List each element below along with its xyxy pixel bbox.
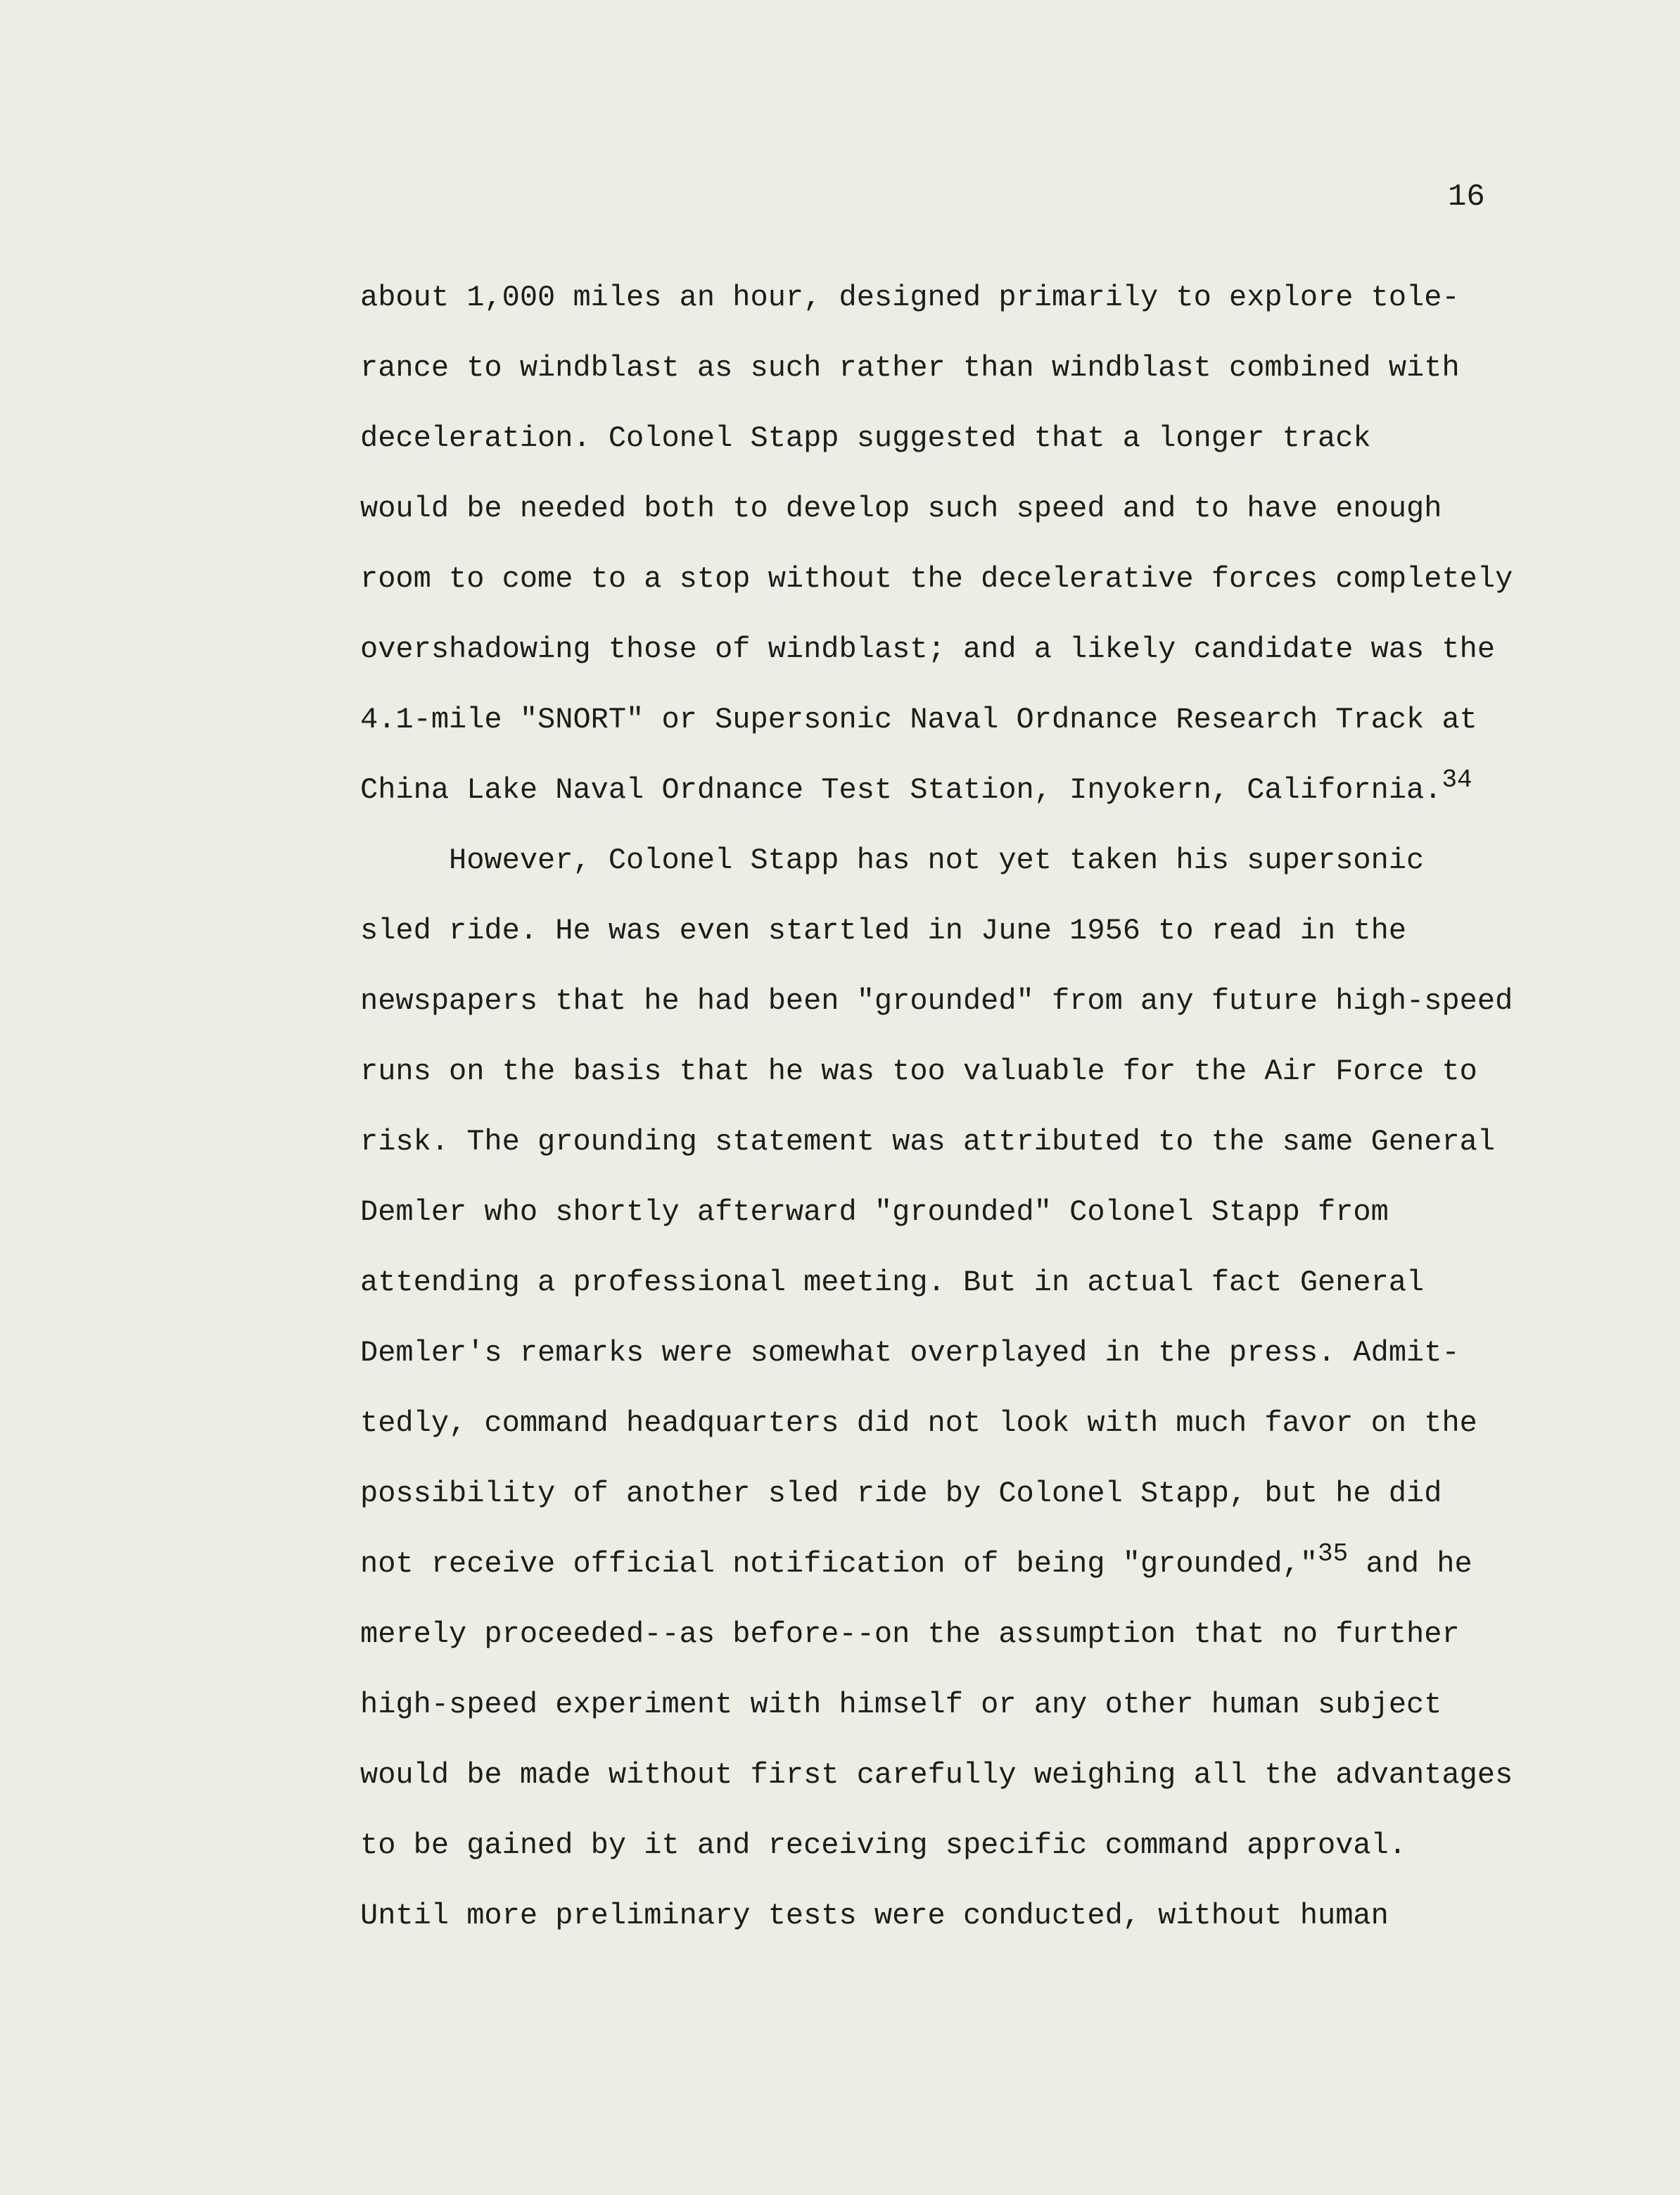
text-line-content: and he [1348, 1547, 1472, 1581]
text-line: merely proceeded--as before--on the assumption that no further [360, 1617, 1460, 1651]
text-line: would be made without first carefully weighing all the advantages [360, 1758, 1513, 1792]
text-line: newspapers that he had been "grounded" from any future high-speed [360, 984, 1513, 1018]
text-line: deceleration. Colonel Stapp suggested that a longer track [360, 421, 1371, 455]
footnote-marker: 35 [1318, 1539, 1349, 1568]
text-line [360, 1539, 1556, 1617]
page-number: 16 [1448, 179, 1485, 215]
text-line: runs on the basis that he was too valuable for the Air Force to [360, 1055, 1477, 1088]
text-line: Demler who shortly afterward "grounded" Colonel Stapp from [360, 1195, 1389, 1229]
paragraph-first-line: However, Colonel Stapp has not yet taken his supersonic [449, 844, 1425, 877]
text-line: Demler's remarks were somewhat overplayed in the press. Admit- [360, 1336, 1460, 1370]
text-line: attending a professional meeting. But in actual fact General [360, 1266, 1425, 1299]
text-line: possibility of another sled ride by Colonel Stapp, but he did [360, 1477, 1442, 1510]
text-line: about 1,000 miles an hour, designed primarily to explore tole- [360, 281, 1460, 314]
text-line: to be gained by it and receiving specific command approval. [360, 1828, 1407, 1862]
text-line-content: not receive official notification of being "grounded," [360, 1547, 1318, 1581]
text-line: Until more preliminary tests were conducted, without human [360, 1899, 1389, 1933]
text-line: tedly, command headquarters did not look with much favor on the [360, 1406, 1477, 1440]
text-line: sled ride. He was even startled in June 1956 to read in the [360, 914, 1407, 948]
document-body [360, 280, 1556, 1968]
text-line: high-speed experiment with himself or any other human subject [360, 1688, 1442, 1722]
text-line [360, 765, 1556, 843]
text-line-content: China Lake Naval Ordnance Test Station, Inyokern, California. [360, 773, 1442, 807]
text-line: would be needed both to develop such speed and to have enough [360, 492, 1442, 526]
footnote-marker: 34 [1442, 765, 1472, 794]
text-line: 4.1-mile "SNORT" or Supersonic Naval Ordnance Research Track at [360, 703, 1477, 737]
text-line: room to come to a stop without the decelerative forces completely [360, 562, 1513, 596]
text-line: overshadowing those of windblast; and a likely candidate was the [360, 632, 1496, 666]
text-line: risk. The grounding statement was attributed to the same General [360, 1125, 1496, 1159]
text-line: rance to windblast as such rather than windblast combined with [360, 351, 1460, 385]
